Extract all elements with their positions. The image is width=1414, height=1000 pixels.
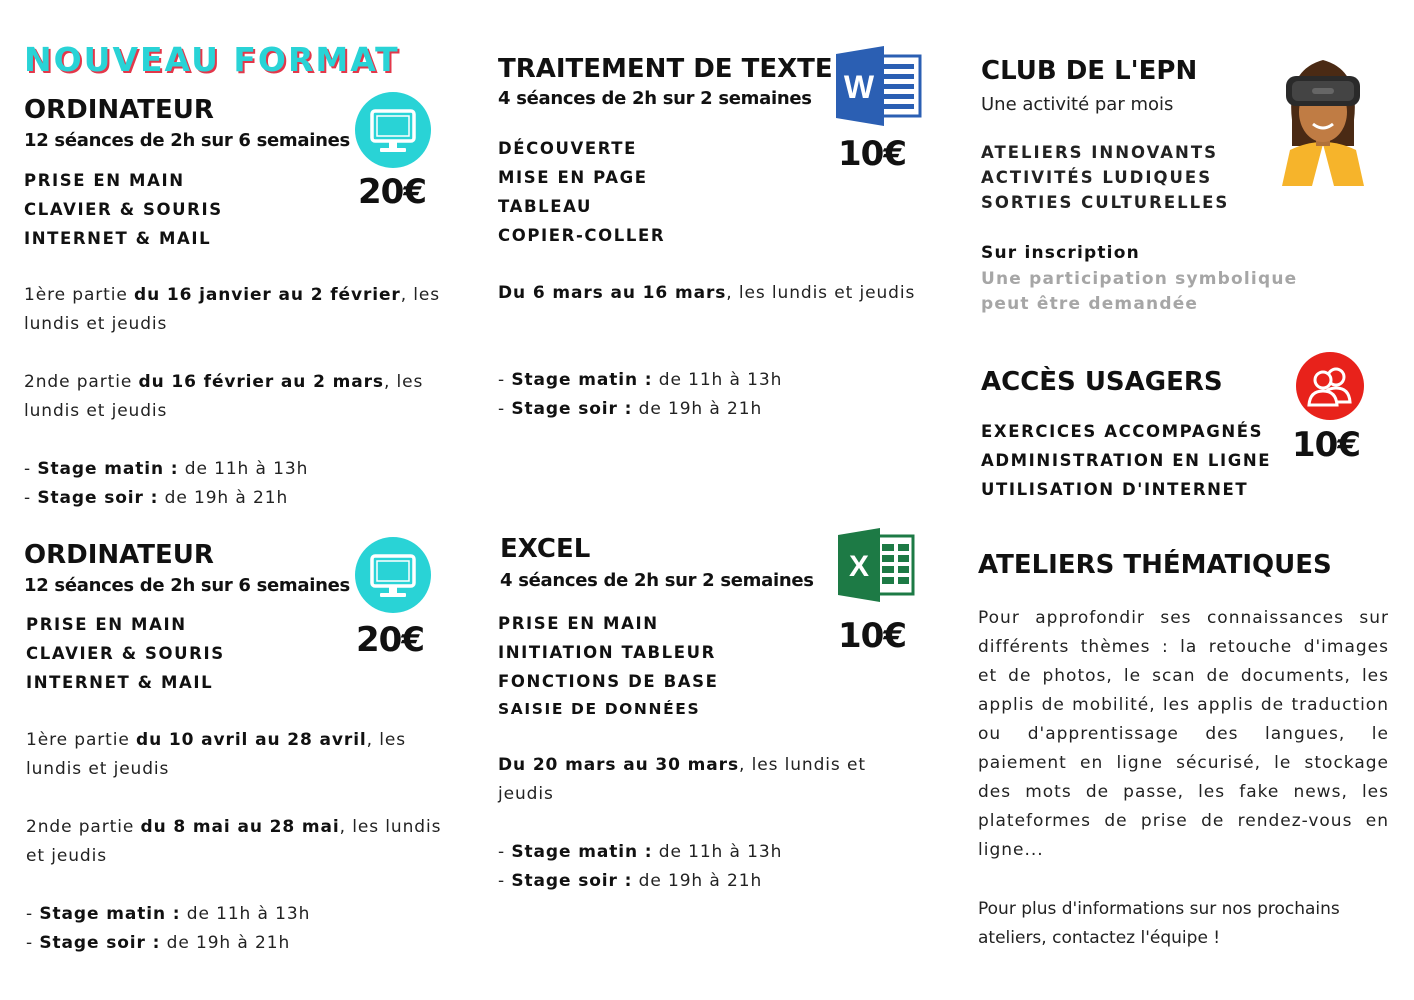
club-activities: [981, 140, 1229, 215]
club-note: Une participation symbolique peut être demandée: [981, 269, 1298, 314]
activity-item: ACTIVITÉS LUDIQUES: [981, 168, 1213, 187]
club-inscription: Sur inscription: [981, 243, 1140, 263]
excel-price: 10€: [838, 616, 906, 656]
ordinateur-2-schedule: - Stage matin : de 11h à 13h - Stage soir : de 19h à 21h: [26, 904, 311, 953]
traitement-texte-title: TRAITEMENT DE TEXTE: [498, 54, 833, 84]
traitement-texte-schedule: - Stage matin : de 11h à 13h - Stage soir : de 19h à 21h: [498, 370, 783, 419]
ordinateur-2-topics: [26, 610, 225, 697]
topic-item: CLAVIER & SOURIS: [24, 200, 223, 219]
topic-item: COPIER-COLLER: [498, 226, 666, 245]
topic-item: SAISIE DE DONNÉES: [498, 700, 701, 718]
traitement-texte-dates: Du 6 mars au 16 mars, les lundis et jeudis: [498, 283, 916, 303]
acces-usagers-price: 10€: [1292, 425, 1360, 465]
computer-icon: [355, 92, 431, 168]
topic-item: TABLEAU: [498, 197, 592, 216]
excel-icon: [838, 528, 916, 602]
activity-item: ATELIERS INNOVANTS: [981, 143, 1218, 162]
topic-item: PRISE EN MAIN: [24, 171, 185, 190]
topic-item: INITIATION TABLEUR: [498, 643, 716, 662]
computer-icon: [355, 537, 431, 613]
service-item: EXERCICES ACCOMPAGNÉS: [981, 422, 1264, 441]
vr-headset-person-icon: [1280, 50, 1366, 186]
ordinateur-1-price: 20€: [358, 172, 426, 212]
ateliers-contact: Pour plus d'informations sur nos prochains ateliers, contactez l'équipe !: [978, 899, 1340, 948]
topic-item: CLAVIER & SOURIS: [26, 644, 225, 663]
ordinateur-1-part-2: 2nde partie du 16 février au 2 mars, les lundis et jeudis: [24, 372, 424, 421]
excel-schedule: - Stage matin : de 11h à 13h - Stage soir : de 19h à 21h: [498, 842, 783, 891]
acces-usagers-items: [981, 417, 1271, 504]
ateliers-description: Pour approfondir ses connaissances sur différents thèmes : la retouche d'images et de photos, le scan de documents, les applis de mobilité, les applis de traduction ou d'apprentissage des langues, le paiement en ligne sécurisé, le stockage des mots de passe, les fake news, les plateformes de prise de rendez-vous en ligne...: [978, 608, 1389, 860]
ateliers-title: ATELIERS THÉMATIQUES: [978, 550, 1332, 580]
excel-dates: Du 20 mars au 30 mars, les lundis et jeudis: [498, 755, 866, 804]
topic-item: MISE EN PAGE: [498, 168, 648, 187]
activity-item: SORTIES CULTURELLES: [981, 193, 1230, 212]
ordinateur-2-part-1: 1ère partie du 10 avril au 28 avril, les lundis et jeudis: [26, 730, 407, 779]
ordinateur-1-schedule: - Stage matin : de 11h à 13h - Stage soir : de 19h à 21h: [24, 459, 309, 508]
excel-title: EXCEL: [500, 534, 591, 564]
topic-item: INTERNET & MAIL: [24, 229, 212, 248]
acces-usagers-title: ACCÈS USAGERS: [981, 367, 1223, 397]
traitement-texte-price: 10€: [838, 134, 906, 174]
club-subtitle: Une activité par mois: [981, 94, 1174, 115]
svg-text:X: X: [848, 550, 870, 583]
service-item: UTILISATION D'INTERNET: [981, 480, 1249, 499]
excel-topics: [498, 609, 719, 723]
topic-item: PRISE EN MAIN: [498, 614, 659, 633]
topic-item: DÉCOUVERTE: [498, 139, 638, 158]
topic-item: FONCTIONS DE BASE: [498, 672, 719, 691]
excel-subtitle: 4 séances de 2h sur 2 semaines: [500, 570, 814, 591]
svg-text:W: W: [843, 69, 875, 105]
users-icon: [1296, 352, 1364, 420]
topic-item: PRISE EN MAIN: [26, 615, 187, 634]
ordinateur-2-title: ORDINATEUR: [24, 540, 214, 570]
ordinateur-1-topics: [24, 166, 223, 253]
traitement-texte-topics: [498, 134, 665, 250]
ordinateur-2-subtitle: 12 séances de 2h sur 6 semaines: [24, 575, 350, 596]
ordinateur-1-subtitle: 12 séances de 2h sur 6 semaines: [24, 130, 350, 151]
ordinateur-1-part-1: 1ère partie du 16 janvier au 2 février, les lundis et jeudis: [24, 285, 441, 334]
club-title: CLUB DE L'EPN: [981, 56, 1198, 86]
service-item: ADMINISTRATION EN LIGNE: [981, 451, 1272, 470]
word-icon: [836, 46, 924, 126]
traitement-texte-subtitle: 4 séances de 2h sur 2 semaines: [498, 88, 812, 109]
ordinateur-2-part-2: 2nde partie du 8 mai au 28 mai, les lundis et jeudis: [26, 817, 442, 866]
ordinateur-2-price: 20€: [356, 620, 424, 660]
banner-title: NOUVEAU FORMAT: [24, 40, 400, 79]
ordinateur-1-title: ORDINATEUR: [24, 95, 214, 125]
topic-item: INTERNET & MAIL: [26, 673, 214, 692]
